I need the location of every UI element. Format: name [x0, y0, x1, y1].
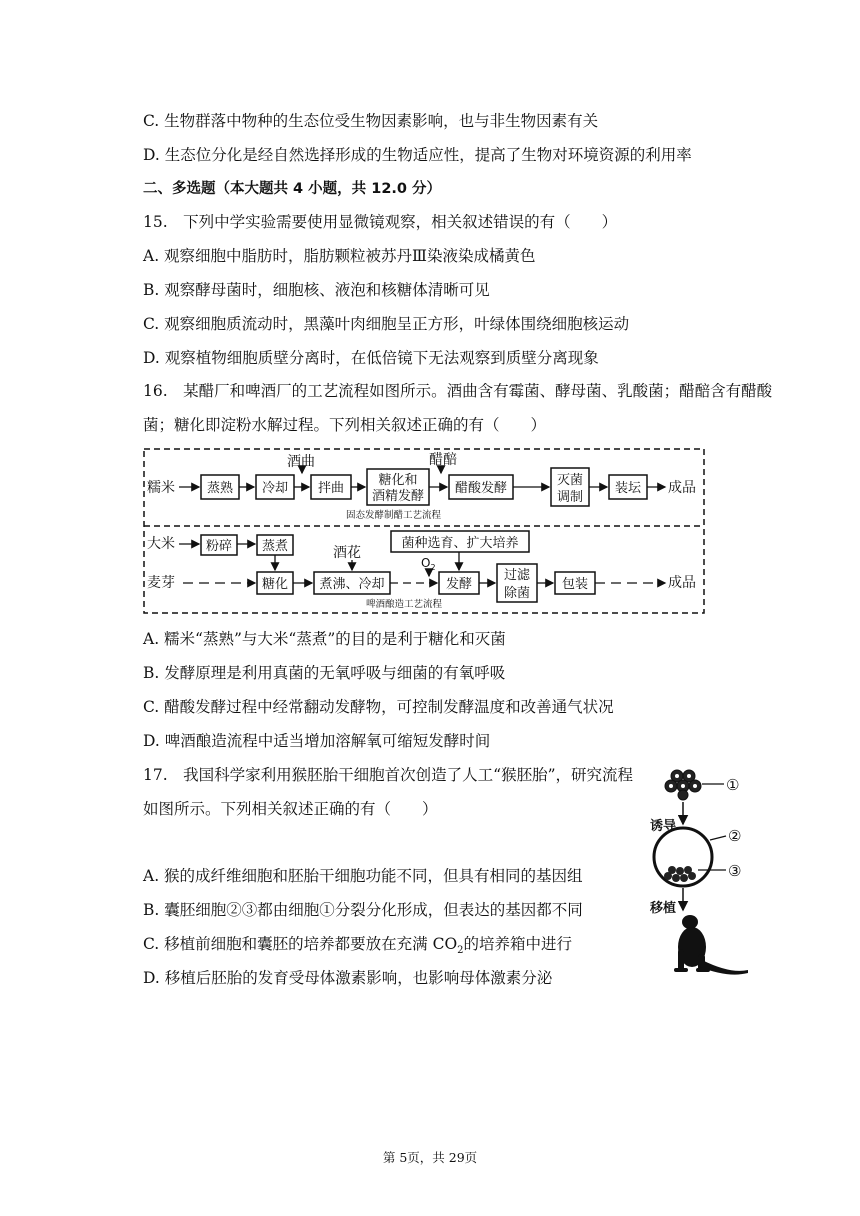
option-b-q17: B. 囊胚细胞②③都由细胞①分裂分化形成，但表达的基因都不同	[143, 901, 583, 919]
question-17-stem-line2: 如图所示。下列相关叙述正确的有（ ）	[143, 800, 438, 818]
row2-step-1: 粉碎	[205, 539, 233, 554]
row2-step-5: 发酵	[445, 577, 473, 592]
monkey-icon	[674, 915, 748, 975]
induce-label: 诱导	[650, 819, 677, 834]
row2-step-3: 糖化	[261, 577, 289, 592]
option-c-q15: C. 观察细胞质流动时，黑藻叶肉细胞呈正方形，叶绿体围绕细胞核运动	[143, 315, 630, 333]
row2-caption: 啤酒酿造工艺流程	[366, 599, 443, 610]
row2-step-7: 包装	[561, 577, 589, 592]
transplant-label: 移植	[650, 901, 677, 916]
option-d-q17: D. 移植后胚胎的发育受母体激素影响，也影响母体激素分泌	[143, 969, 553, 987]
question-17-stem-line1: 17. 我国科学家利用猴胚胎干细胞首次创造了人工“猴胚胎”，研究流程	[143, 766, 634, 784]
row1-step-6a: 灭菌	[556, 473, 584, 488]
blastocyst	[654, 828, 712, 886]
row1-input-jiuqu: 酒曲	[287, 454, 315, 470]
row1-end-label: 成品	[668, 480, 696, 496]
option-a-q15: A. 观察细胞中脂肪时，脂肪颗粒被苏丹Ⅲ染液染成橘黄色	[143, 247, 536, 265]
row1-step-4b: 酒精发酵	[371, 489, 425, 504]
row1-step-6b: 调制	[556, 490, 584, 505]
row2-step-6b: 除菌	[503, 586, 531, 601]
option-b-q16: B. 发酵原理是利用真菌的无氧呼吸与细菌的有氧呼吸	[143, 664, 506, 682]
option-c-q14: C. 生物群落中物种的生态位受生物因素影响，也与非生物因素有关	[143, 112, 599, 130]
question-16-stem-line1: 16. 某醋厂和啤酒厂的工艺流程如图所示。酒曲含有霉菌、酵母菌、乳酸菌；醋醅含有醋酸	[143, 382, 773, 400]
label-3: ③	[728, 862, 742, 880]
row2-step-2: 蒸煮	[261, 539, 289, 554]
page-footer: 第 5页，共 29页	[382, 1150, 478, 1165]
row1-start-label: 糯米	[147, 480, 175, 496]
label-1: ①	[726, 776, 740, 794]
option-b-q15: B. 观察酵母菌时，细胞核、液泡和核糖体清晰可见	[143, 281, 490, 299]
row2-step-4: 煮沸、冷却	[319, 577, 385, 592]
option-c-q17	[143, 934, 572, 961]
row1-step-1: 蒸熟	[206, 481, 234, 496]
row2-start-maiya: 麦芽	[147, 575, 175, 591]
monkey-embryo-figure	[640, 764, 760, 978]
question-15-stem: 15. 下列中学实验需要使用显微镜观察，相关叙述错误的有（ ）	[143, 213, 618, 231]
row2-step-6a: 过滤	[503, 568, 531, 583]
question-16-stem-line2: 菌；糖化即淀粉水解过程。下列相关叙述正确的有（ ）	[143, 416, 547, 434]
row2-o2: $O_2$	[421, 556, 436, 572]
row1-step-7: 装坛	[614, 481, 642, 496]
option-c-text: C. 移植前细胞和囊胚的培养都要放在充满 CO	[143, 935, 458, 953]
row2-end-label: 成品	[668, 575, 696, 591]
row2-start-dami: 大米	[147, 536, 175, 552]
co2-subscript: 2	[457, 945, 464, 957]
row1-step-2: 冷却	[261, 481, 289, 496]
row1-step-5: 醋酸发酵	[454, 481, 508, 496]
row1-step-4a: 糖化和	[378, 473, 418, 488]
section-heading: 二、多选题（本大题共 4 小题，共 12.0 分）	[143, 181, 442, 197]
option-d-q14: D. 生态位分化是经自然选择形成的生物适应性，提高了生物对环境资源的利用率	[143, 146, 692, 164]
row1-caption: 固态发酵制醋工艺流程	[346, 510, 442, 521]
row2-input-culture: 菌种选育、扩大培养	[401, 536, 519, 551]
option-d-q15: D. 观察植物细胞质壁分离时，在低倍镜下无法观察到质壁分离现象	[143, 349, 599, 367]
label-2: ②	[728, 827, 742, 845]
option-a-q16: A. 糯米“蒸熟”与大米“蒸煮”的目的是利于糖化和灭菌	[143, 630, 506, 648]
row1-step-3: 拌曲	[317, 481, 345, 496]
option-c-text-end: 的培养箱中进行	[463, 935, 573, 953]
option-d-q16: D. 啤酒酿造流程中适当增加溶解氧可缩短发酵时间	[143, 732, 491, 750]
row1-input-cupei: 醋醅	[429, 452, 457, 468]
process-flow-diagram	[141, 446, 707, 616]
row2-input-jiuhua: 酒花	[333, 545, 361, 561]
option-a-q17: A. 猴的成纤维细胞和胚胎干细胞功能不同，但具有相同的基因组	[143, 867, 583, 885]
option-c-q16: C. 醋酸发酵过程中经常翻动发酵物，可控制发酵温度和改善通气状况	[143, 698, 614, 716]
